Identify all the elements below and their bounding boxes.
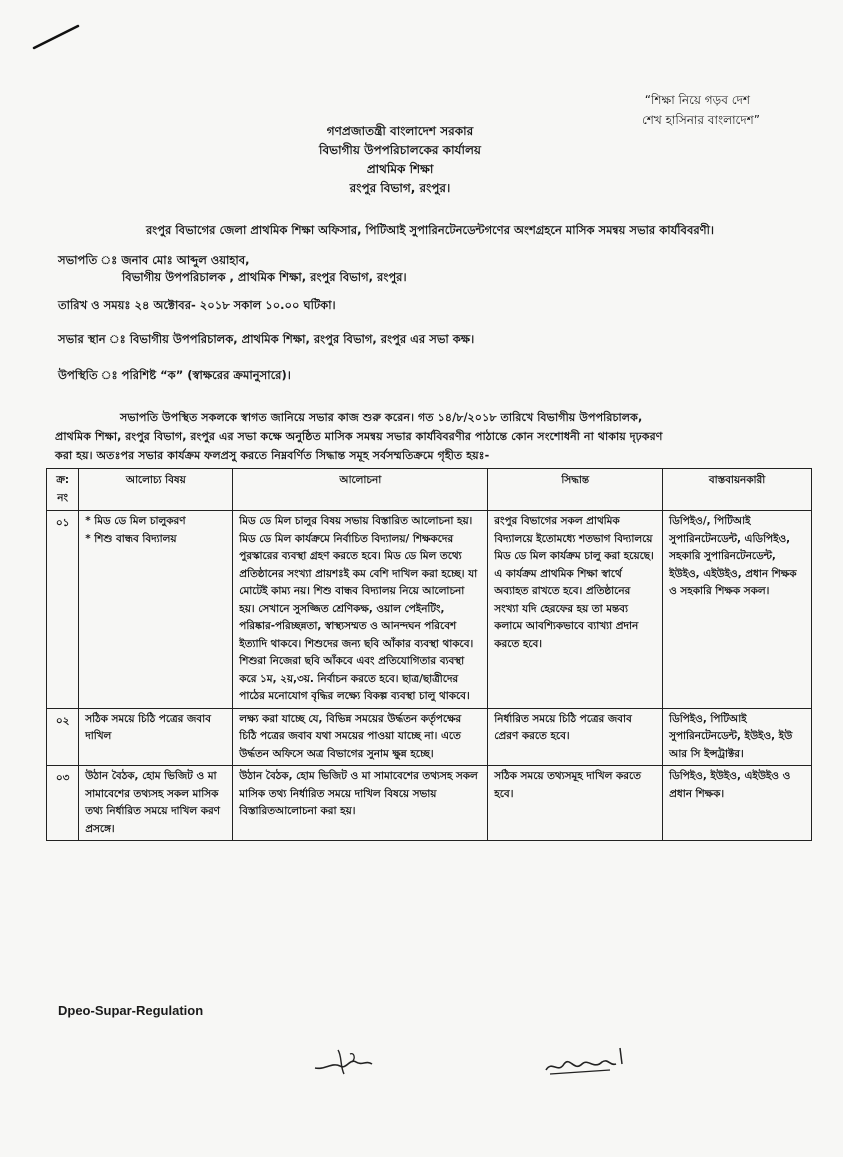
header-line-3: প্রাথমিক শিক্ষা	[366, 162, 434, 176]
col-header-sl: ক্র: নং	[47, 469, 79, 511]
header-line-4: রংপুর বিভাগ, রংপুর।	[349, 181, 451, 195]
row-executor: ডিপিইও/, পিটিআই সুপারিনটেনডেন্ট, এডিপিইও, সহকারি সুপারিনটেনডেন্ট, ইউইও, এইউইও, প্রধান শিক্ষক ও সহকারি শিক্ষক সকল।	[663, 511, 812, 709]
meeting-venue: সভার স্থান ঃ বিভাগীয় উপপরিচালক, প্রাথমিক শিক্ষা, রংপুর বিভাগ, রংপুর এর সভা কক্ষ।	[58, 332, 475, 346]
header-line-1: গণপ্রজাতন্ত্রী বাংলাদেশ সরকার	[326, 124, 474, 138]
intro-line-1: সভাপতি উপস্থিত সকলকে স্বাগত জানিয়ে সভার কাজ শুরু করেন। গত ১৪/৮/২০১৮ তারিখে বিভাগীয় উপপরিচালক,	[120, 411, 643, 424]
row-sl: ০৩	[47, 766, 79, 841]
decisions-table	[46, 468, 812, 841]
col-header-discussion: আলোচনা	[233, 469, 488, 511]
topic-line: * মিড ডে মিল চালুকরণ	[85, 515, 186, 527]
meeting-datetime: তারিখ ও সময়ঃ ২৪ অক্টোবর- ২০১৮ সকাল ১০.০০ ঘটিকা।	[58, 298, 336, 312]
pen-stroke-mark	[32, 22, 82, 52]
intro-paragraph	[55, 408, 815, 465]
col-header-executor: বাস্তবায়নকারী	[663, 469, 812, 511]
topic-line: সঠিক সময়ে চিঠি পত্রের জবাব দাখিল	[85, 712, 211, 742]
motto-line-2: শেখ হাসিনার বাংলাদেশ”	[641, 113, 760, 127]
row-decision: সঠিক সময়ে তথ্যসমূহ দাখিল করতে হবে।	[488, 766, 663, 841]
row-topic	[79, 511, 233, 709]
footer-note: Dpeo-Supar-Regulation	[58, 1003, 204, 1018]
meeting-attendance: উপস্থিতি ঃ পরিশিষ্ট “ক” (স্বাক্ষরের ক্রমানুসারে)।	[58, 368, 291, 382]
col-header-topic: আলোচ্য বিষয়	[79, 469, 233, 511]
table-row	[47, 511, 812, 709]
row-executor: ডিপিইও, ইউইও, এইউইও ও প্রধান শিক্ষক।	[663, 766, 812, 841]
table-row	[47, 708, 812, 766]
topic-line: * শিশু বান্ধব বিদ্যালয়	[85, 532, 177, 545]
col-header-decision: সিদ্ধান্ত	[488, 469, 663, 511]
table-header-row	[47, 469, 812, 511]
row-executor: ডিপিইও, পিটিআই সুপারিনটেনডেন্ট, ইউইও, ইউ আর সি ইন্সট্রাক্টর।	[663, 708, 812, 766]
intro-line-2: প্রাথমিক শিক্ষা, রংপুর বিভাগ, রংপুর এর সভা কক্ষে অনুষ্ঠিত মাসিক সমন্বয় সভার কার্যবিবরণীর পাঠান্তে কোন সংশোধনী না থাকায় দৃঢ়করণ	[55, 430, 663, 443]
row-discussion: লক্ষ্য করা যাচ্ছে যে, বিভিন্ন সময়ের উর্দ্ধতন কর্তৃপক্ষের চিঠি পত্রের জবাব যথা সময়ের পাওয়া যাচ্ছে না। এতে উর্দ্ধতন অফিসে অত্র বিভাগের সুনাম ক্ষুন্ন হচ্ছে।	[233, 708, 488, 766]
motto-line-1: “শিক্ষা নিয়ে গড়ব দেশ	[644, 93, 750, 107]
motto-quote	[600, 90, 760, 130]
row-decision: রংপুর বিভাগের সকল প্রাথমিক বিদ্যালয়ে ইতোমধ্যে শতভাগ বিদ্যালয়ে মিড ডে মিল কার্যক্রম চালু করা হয়েছে। এ কার্যক্রম প্রাথমিক শিক্ষা স্বার্থে অব্যাহত রাখতে হবে। প্রতিষ্ঠানের সংখ্যা যদি হেরফের হয় তা মন্তব্য কলামে আবশ্যিকভাবে ব্যাখ্যা প্রদান করতে হবে।	[488, 511, 663, 709]
chair-line-2: বিভাগীয় উপপরিচালক , প্রাথমিক শিক্ষা, রংপুর বিভাগ, রংপুর।	[122, 270, 407, 284]
meeting-subject: রংপুর বিভাগের জেলা প্রাথমিক শিক্ষা অফিসার, পিটিআই সুপারিনটেনডেন্টগণের অংশগ্রহনে মাসিক সমন্বয় সভার কার্যবিবরণী।	[145, 223, 715, 237]
office-header	[240, 122, 560, 198]
row-topic	[79, 766, 233, 841]
row-topic	[79, 708, 233, 766]
intro-line-3: করা হয়। অতঃপর সভার কার্যক্রম ফলপ্রসু করতে নিম্নবর্ণিত সিদ্ধান্ত সমূহ সর্বসম্মতিক্রমে গৃহীত হয়ঃ-	[55, 449, 490, 462]
chairperson	[58, 252, 407, 286]
row-discussion: মিড ডে মিল চালুর বিষয় সভায় বিস্তারিত আলোচনা হয়। মিড ডে মিল কার্যক্রমে নির্বাচিত বিদ্যালয়/ শিক্ষকদের পুরস্কারের ব্যবস্থা গ্রহণ করতে হবে। মিড ডে মিল তথ্যে প্রতিষ্ঠানের সংখ্যা প্রায়শঃই কম বেশি দাখিল করা হচ্ছে। যা মোটেই কাম্য নয়। শিশু বান্ধব বিদ্যালয় নিয়ে আলোচনা হয়। সেখানে সুসজ্জিত শ্রেণিকক্ষ, ওয়াল পেইনটিং, পরিষ্কার-পরিচ্ছন্নতা, স্বাস্থ্যসম্মত ও আনন্দঘন পরিবেশ ইত্যাদি থাকবে। শিশুদের জন্য ছবি আঁকার ব্যবস্থা থাকবে। শিশুরা নিজেরা ছবি আঁকবে এবং প্রতিযোগিতার ব্যবস্থা করে ১ম, ২য়,৩য়. নির্বাচন করতে হবে। ছাত্র/ছাত্রীদের পাঠের মনোযোগ বৃদ্ধির লক্ষ্যে বিকল্প ব্যবস্থা চালু থাকবে।	[233, 511, 488, 709]
topic-line: উঠান বৈঠক, হোম ভিজিট ও মা সামাবেশের তথ্যসহ সকল মাসিক তথ্য নির্ধারিত সময়ে দাখিল করণ প্রসঙ্গে।	[85, 770, 220, 835]
signature-2	[540, 1040, 640, 1080]
header-line-2: বিভাগীয় উপপরিচালকের কার্যালয়	[319, 143, 481, 157]
signature-1	[310, 1040, 380, 1080]
row-discussion: উঠান বৈঠক, হোম ভিজিট ও মা সামাবেশের তথ্যসহ সকল মাসিক তথ্য নির্ধারিত সময়ে দাখিল বিষয়ে সভায় বিস্তারিতআলোচনা করা হয়।	[233, 766, 488, 841]
row-decision: নির্ধারিত সময়ে চিঠি পত্রের জবাব প্রেরণ করতে হবে।	[488, 708, 663, 766]
chair-line-1: সভাপতি ঃ জনাব মোঃ আব্দুল ওয়াহাব,	[58, 253, 250, 267]
row-sl: ০১	[47, 511, 79, 709]
row-sl: ০২	[47, 708, 79, 766]
table-row	[47, 766, 812, 841]
